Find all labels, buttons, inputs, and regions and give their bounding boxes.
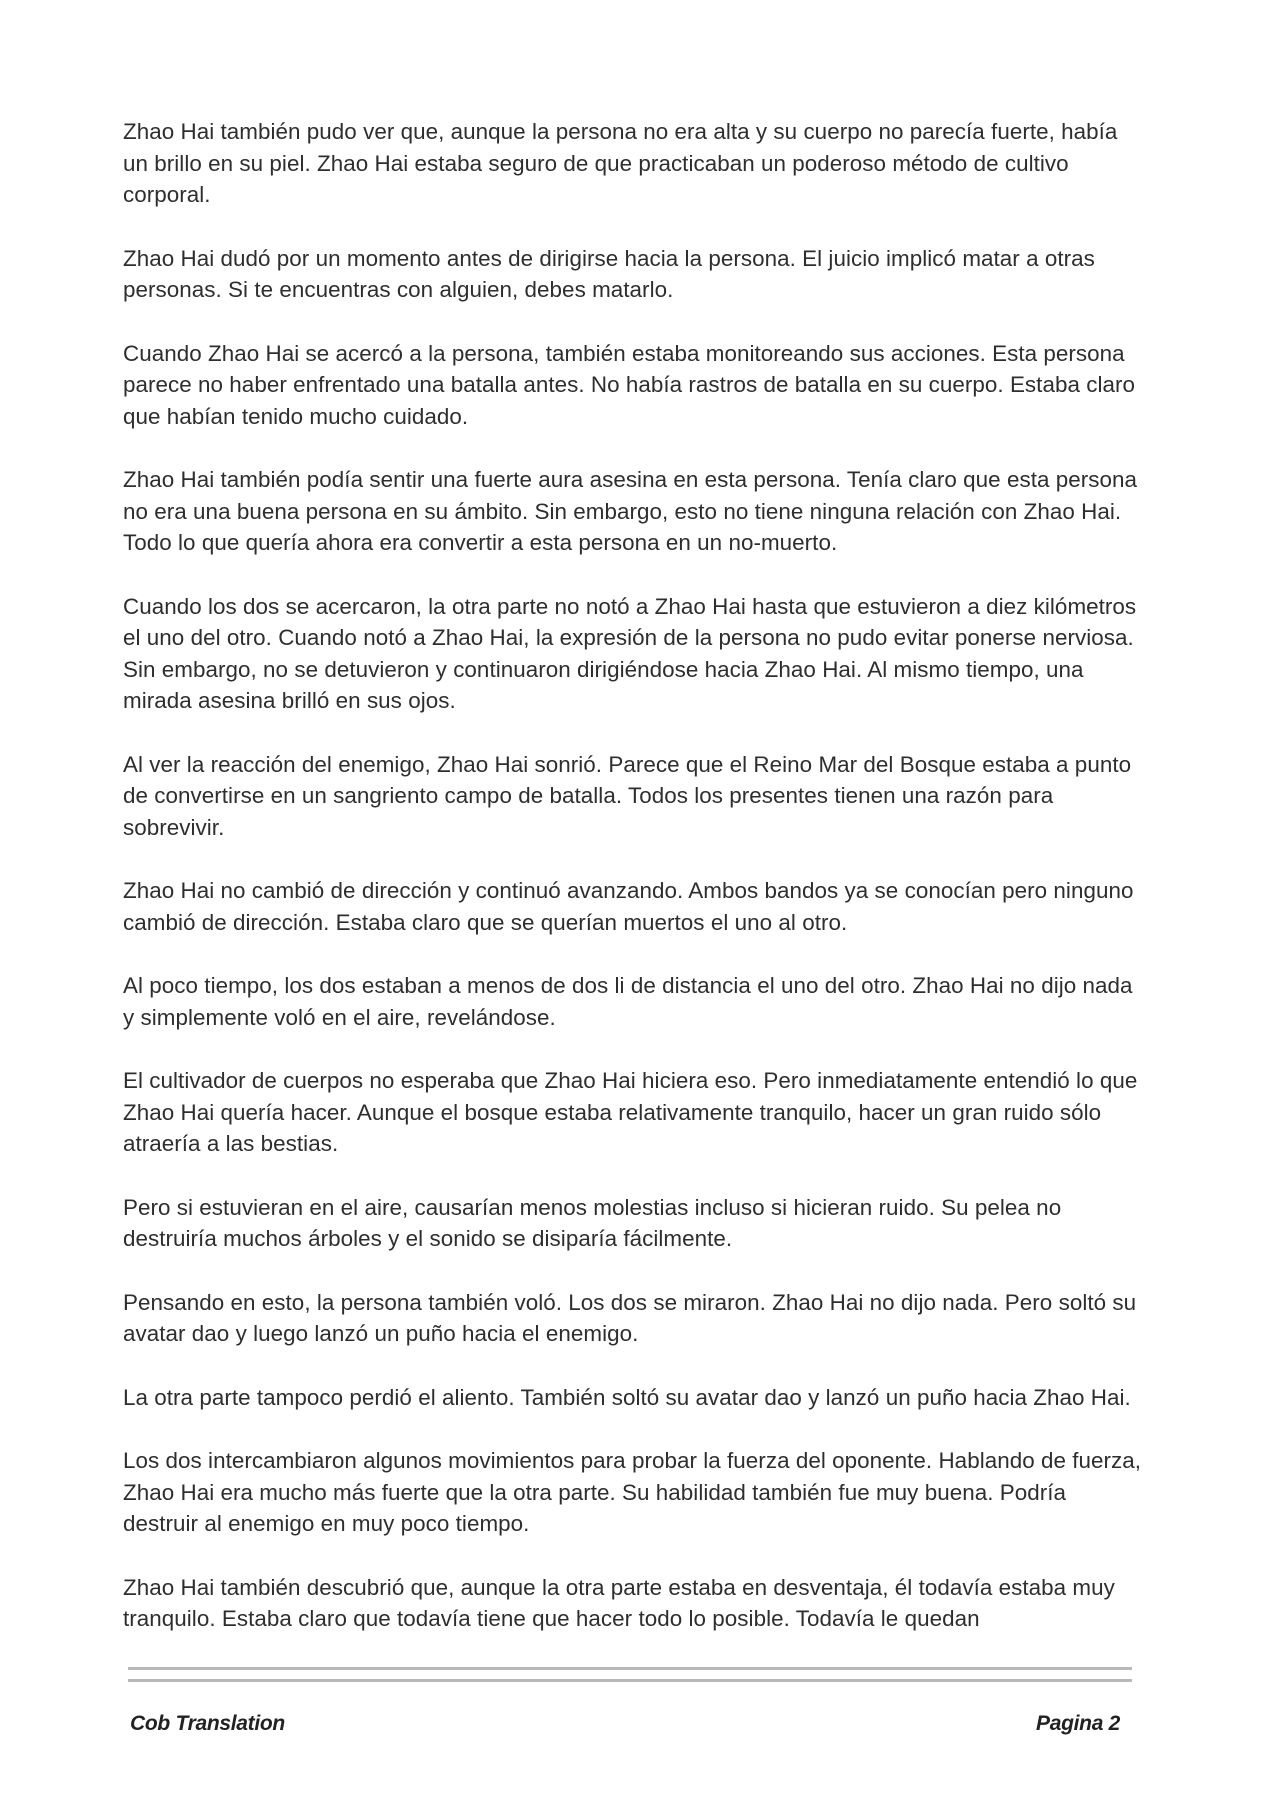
paragraph: Zhao Hai también pudo ver que, aunque la persona no era alta y su cuerpo no parecía fuerte, había un brillo en su piel. Zhao Hai estaba seguro de que practicaban un poderoso método de cultivo corporal. — [123, 119, 1118, 207]
footer-page-number: Pagina 2 — [1036, 1712, 1120, 1735]
footer-divider — [128, 1667, 1132, 1670]
paragraph: Zhao Hai también podía sentir una fuerte aura asesina en esta persona. Tenía claro que esta persona no era una buena persona en su ámbito. Sin embargo, esto no tiene ninguna relación con Zhao Hai. Todo lo que quería ahora era convertir a esta persona en un no-muerto. — [123, 467, 1138, 555]
paragraph: Los dos intercambiaron algunos movimientos para probar la fuerza del oponente. Hablando de fuerza, Zhao Hai era mucho más fuerte que la otra parte. Su habilidad también fue muy buena. Podría destruir al enemigo en muy poco tiempo. — [123, 1448, 1142, 1536]
paragraph: Zhao Hai también descubrió que, aunque la otra parte estaba en desventaja, él todavía estaba muy tranquilo. Estaba claro que todavía tiene que hacer todo lo posible. Todavía le quedan — [123, 1574, 1115, 1631]
paragraph: Zhao Hai no cambió de dirección y continuó avanzando. Ambos bandos ya se conocían pero ninguno cambió de dirección. Estaba claro que se querían muertos el uno al otro. — [123, 878, 1134, 935]
paragraph: Al poco tiempo, los dos estaban a menos de dos li de distancia el uno del otro. Zhao Hai no dijo nada y simplemente voló en el aire, revelándose. — [123, 973, 1133, 1030]
paragraph: Cuando Zhao Hai se acercó a la persona, también estaba monitoreando sus acciones. Esta persona parece no haber enfrentado una batalla antes. No había rastros de batalla en su cuerpo. Estaba claro que habían tenido mucho cuidado. — [123, 340, 1136, 429]
paragraph: Cuando los dos se acercaron, la otra parte no notó a Zhao Hai hasta que estuvieron a diez kilómetros el uno del otro. Cuando notó a Zhao Hai, la expresión de la persona no pudo evitar ponerse nerviosa. Sin embargo, no se detuvieron y continuaron dirigiéndose hacia Zhao Hai. Al mismo tiempo, una mirada asesina brilló en sus ojos. — [123, 593, 1137, 713]
footer-translator-credit: Cob Translation — [130, 1712, 285, 1735]
document-body — [123, 116, 1143, 1667]
paragraph: El cultivador de cuerpos no esperaba que Zhao Hai hiciera eso. Pero inmediatamente entendió lo que Zhao Hai quería hacer. Aunque el bosque estaba relativamente tranquilo, hacer un gran ruido sólo atraería a las bestias. — [123, 1068, 1138, 1156]
paragraph: Pensando en esto, la persona también voló. Los dos se miraron. Zhao Hai no dijo nada. Pero soltó su avatar dao y luego lanzó un puño hacia el enemigo. — [123, 1289, 1137, 1346]
paragraph: Zhao Hai dudó por un momento antes de dirigirse hacia la persona. El juicio implicó matar a otras personas. Si te encuentras con alguien, debes matarlo. — [123, 245, 1095, 302]
paragraph: Al ver la reacción del enemigo, Zhao Hai sonrió. Parece que el Reino Mar del Bosque estaba a punto de convertirse en un sangriento campo de batalla. Todos los presentes tienen una razón para sobrevivir. — [123, 751, 1132, 840]
paragraph: Pero si estuvieran en el aire, causarían menos molestias incluso si hicieran ruido. Su pelea no destruiría muchos árboles y el sonido se disiparía fácilmente. — [123, 1194, 1062, 1251]
paragraph: La otra parte tampoco perdió el aliento. También soltó su avatar dao y lanzó un puño hacia Zhao Hai. — [123, 1384, 1131, 1410]
footer-divider — [128, 1679, 1132, 1682]
